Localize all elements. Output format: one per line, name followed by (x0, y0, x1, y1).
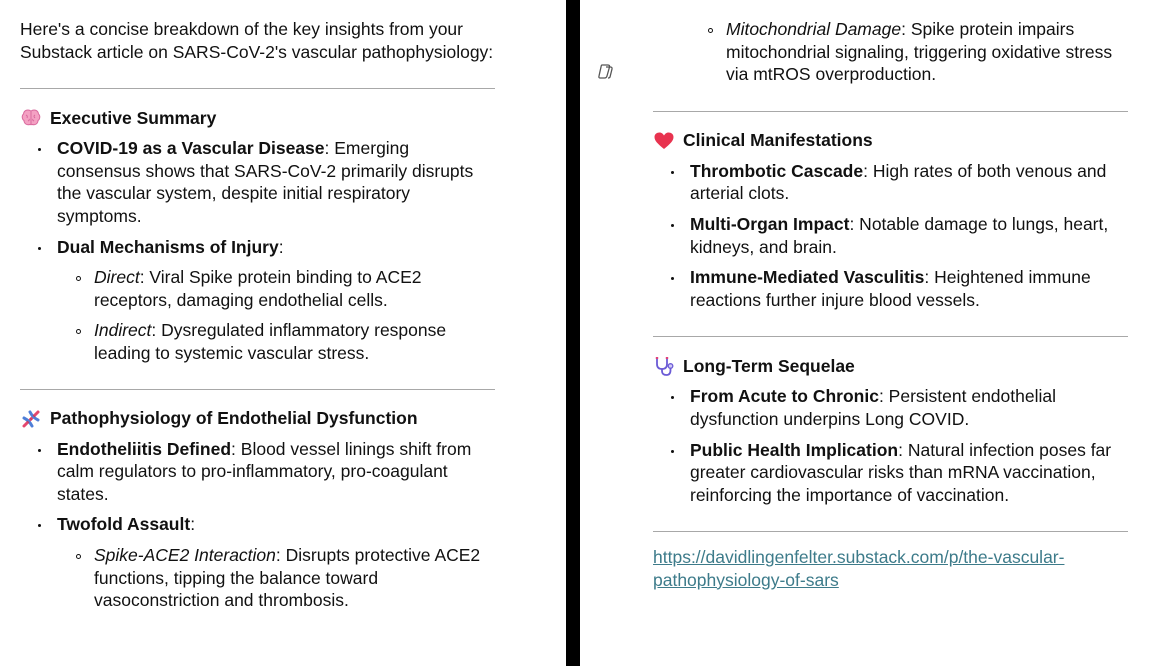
sub-item-term: Mitochondrial Damage (726, 19, 902, 39)
brain-icon (20, 107, 42, 129)
item-text: : Natural infection poses far greater cardiovascular risks than mRNA vaccination, reinforcing the importance of vaccination. (690, 439, 1112, 505)
sub-item-text: : Disrupts protective ACE2 functions, tipping the balance toward vasoconstriction and thrombosis. (94, 544, 481, 611)
item-term: Multi-Organ Impact (690, 213, 850, 234)
list-item (20, 438, 495, 506)
pathophysiology-title: Pathophysiology of Endothelial Dysfunction (50, 408, 418, 429)
item-term: Public Health Implication (690, 439, 899, 460)
sub-item-text: : Dysregulated inflammatory response leading to systemic vascular stress. (94, 320, 447, 363)
list-item (653, 160, 1128, 205)
long-term-heading (653, 354, 1128, 378)
list-item (20, 513, 495, 611)
sub-list-item (57, 319, 495, 364)
executive-summary-heading (20, 106, 495, 130)
item-text: : Persistent endothelial dysfunction underpins Long COVID. (690, 386, 1056, 429)
item-term: Endotheliitis Defined (57, 438, 232, 459)
item-text: : (190, 514, 196, 535)
sub-item-text: : Spike protein impairs mitochondrial signaling, triggering oxidative stress via mtROS overproduction. (726, 19, 1113, 85)
right-pane (653, 0, 1128, 592)
sub-item-term: Spike-ACE2 Interaction (94, 544, 276, 565)
sub-item-term: Indirect (94, 320, 152, 341)
list-item (653, 213, 1128, 258)
sub-list-item (689, 18, 1128, 86)
clinical-title: Clinical Manifestations (683, 130, 873, 151)
section-rule (653, 111, 1128, 112)
copilot-icon[interactable] (597, 63, 614, 80)
list-item (653, 385, 1128, 430)
sub-list (57, 266, 495, 364)
executive-summary-title: Executive Summary (50, 107, 217, 128)
executive-summary-list (20, 137, 495, 364)
sub-list-continued (689, 18, 1128, 86)
item-text: : Notable damage to lungs, heart, kidneys, and brain. (690, 213, 1109, 257)
heart-icon (653, 130, 675, 152)
pathophysiology-heading (20, 407, 495, 431)
long-term-list (653, 385, 1128, 506)
pane-divider[interactable] (566, 0, 580, 666)
sub-item-text: : Viral Spike protein binding to ACE2 receptors, damaging endothelial cells. (94, 267, 422, 310)
list-item (20, 137, 495, 227)
section-rule (20, 88, 495, 89)
left-pane (20, 0, 495, 612)
item-term: Twofold Assault (57, 514, 191, 535)
clinical-heading (653, 129, 1128, 153)
source-link-paragraph (653, 546, 1128, 591)
list-item (20, 236, 495, 365)
item-text: : Emerging consensus shows that SARS-CoV-2 primarily disrupts the vascular system, despite initial respiratory symptoms. (57, 138, 474, 226)
item-term: Thrombotic Cascade (690, 160, 864, 181)
item-text: : High rates of both venous and arterial clots. (690, 160, 1107, 204)
item-term: From Acute to Chronic (690, 386, 879, 407)
sub-item-term: Direct (94, 267, 140, 288)
long-term-title: Long-Term Sequelae (683, 356, 855, 377)
sub-list (57, 544, 495, 612)
item-term: COVID-19 as a Vascular Disease (57, 138, 325, 159)
item-term: Immune-Mediated Vasculitis (690, 267, 925, 288)
source-link[interactable]: https://davidlingenfelter.substack.com/p/the-vascular-pathophysiology-of-sars (653, 547, 1065, 590)
pathophysiology-list (20, 438, 495, 612)
item-text: : Blood vessel linings shift from calm regulators to pro-inflammatory, pro-coagulant states. (57, 438, 472, 504)
stethoscope-icon (653, 355, 675, 377)
section-rule (653, 531, 1128, 532)
list-item (653, 439, 1128, 507)
list-item (653, 266, 1128, 311)
dna-icon (20, 408, 42, 430)
item-term: Dual Mechanisms of Injury (57, 236, 279, 257)
item-text: : (278, 236, 284, 257)
sub-list-item (57, 544, 495, 612)
clinical-list (653, 160, 1128, 312)
intro-text: Here's a concise breakdown of the key insights from your Substack article on SARS-CoV-2's vascular pathophysiology: (20, 19, 494, 62)
section-rule (653, 336, 1128, 337)
section-rule (20, 389, 495, 390)
item-text: : Heightened immune reactions further injure blood vessels. (690, 267, 1091, 310)
sub-list-item (57, 266, 495, 311)
